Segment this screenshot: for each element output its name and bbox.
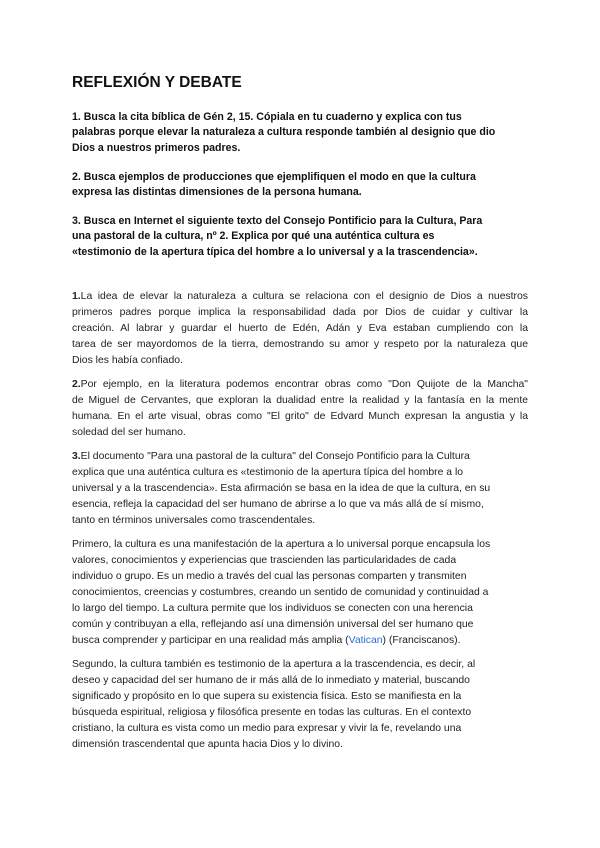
line: una pastoral de la cultura, nº 2. Explica por qué una auténtica cultura es xyxy=(72,230,435,243)
line xyxy=(72,289,528,305)
text: La idea de elevar la naturaleza a cultura se relaciona con el designio de Dios a nuestros xyxy=(80,291,528,302)
text: ) (Franciscanos). xyxy=(382,635,461,646)
line: universal y a la trascendencia». Esta afirmación se basa en la idea de que la cultura, en su xyxy=(72,483,491,494)
answer-1 xyxy=(72,289,528,369)
line: Dios a nuestros primeros padres. xyxy=(72,141,241,154)
answer-3 xyxy=(72,449,528,529)
line: Segundo, la cultura también es testimonio de la apertura a la trascendencia, es decir, al xyxy=(72,659,476,670)
line: Primero, la cultura es una manifestación de la apertura a lo universal porque encapsula los xyxy=(72,539,491,550)
line: explica que una auténtica cultura es «testimonio de la apertura típica del hombre a lo xyxy=(72,467,464,478)
line: 1. Busca la cita bíblica de Gén 2, 15. Cópiala en tu cuaderno y explica con tus xyxy=(72,111,462,123)
text: El documento "Para una pastoral de la cultura" del Consejo Pontificio para la Cultura xyxy=(80,451,470,462)
line: 3. Busca en Internet el siguiente texto del Consejo Pontificio para la Cultura, Para xyxy=(72,215,483,227)
line: creación. Al labrar y guardar el huerto de Edén, Adán y Eva estaban cumpliendo con la xyxy=(72,323,528,334)
line: tanto en términos universales como trascendentales. xyxy=(72,515,316,526)
line xyxy=(72,633,528,649)
paragraph-primero xyxy=(72,537,528,649)
line: Dios les había confiado. xyxy=(72,355,183,366)
line: «testimonio de la apertura típica del hombre a lo universal y a la trascendencia». xyxy=(72,245,478,258)
question-1 xyxy=(72,110,528,156)
question-2 xyxy=(72,170,528,201)
text: busca comprender y participar en una realidad más amplia ( xyxy=(72,635,349,646)
line: individuo o grupo. Es un medio a través del cual las personas comparten y transmiten xyxy=(72,571,467,582)
line xyxy=(72,377,528,393)
line: común y contribuyan a ella, reflejando así una dimensión universal del ser humano que xyxy=(72,619,474,630)
answer-number: 1. xyxy=(72,291,81,302)
answer-2 xyxy=(72,377,528,441)
line: conocimientos, creencias y costumbres, creando un sentido de comunidad y continuidad a xyxy=(72,587,489,598)
line: valores, conocimientos y experiencias que trascienden las particularidades de cada xyxy=(72,555,457,566)
page-title: REFLEXIÓN Y DEBATE xyxy=(72,74,242,91)
line: soledad del ser humano. xyxy=(72,427,186,438)
line: tarea de ser mayordomos de la tierra, demostrando su amor y respeto por la naturaleza que xyxy=(72,339,528,350)
answer-number: 2. xyxy=(72,379,81,390)
line: esencia, refleja la capacidad del ser humano de abrirse a lo que va más allá de sí mismo, xyxy=(72,499,484,510)
line xyxy=(72,449,528,465)
line: deseo y capacidad del ser humano de ir más allá de lo inmediato y material, buscando xyxy=(72,675,470,686)
line: de Miguel de Cervantes, que exploran la dualidad entre la realidad y la fantasía en la mente xyxy=(72,395,528,406)
line: dimensión trascendental que apunta hacia Dios y lo divino. xyxy=(72,739,343,750)
line: palabras porque elevar la naturaleza a cultura responde también al designio que dio xyxy=(72,126,496,139)
line: lo largo del tiempo. La cultura permite que los individuos se conecten con una herencia xyxy=(72,603,473,614)
line: significado y propósito en lo que supera su existencia física. Esto se manifiesta en la xyxy=(72,691,462,702)
line: humana. En el arte visual, obras como "El grito" de Edvard Munch expresan la angustia y la xyxy=(72,411,528,422)
answer-number: 3. xyxy=(72,451,81,462)
line: cristiano, la cultura es vista como un medio para expresar y vivir la fe, revelando una xyxy=(72,723,462,734)
paragraph-segundo xyxy=(72,657,528,753)
line: expresa las distintas dimensiones de la persona humana. xyxy=(72,186,362,199)
question-3 xyxy=(72,214,528,260)
line: primeros padres porque implica la responsabilidad dada por Dios de cuidar y cultivar la xyxy=(72,307,528,318)
line: 2. Busca ejemplos de producciones que ejemplifiquen el modo en que la cultura xyxy=(72,171,476,183)
line: búsqueda espiritual, religiosa y filosófica presente en todas las culturas. En el contexto xyxy=(72,707,472,718)
text: Por ejemplo, en la literatura podemos encontrar obras como "Don Quijote de la Mancha" xyxy=(80,379,528,390)
vatican-link[interactable]: Vatican xyxy=(348,635,383,646)
